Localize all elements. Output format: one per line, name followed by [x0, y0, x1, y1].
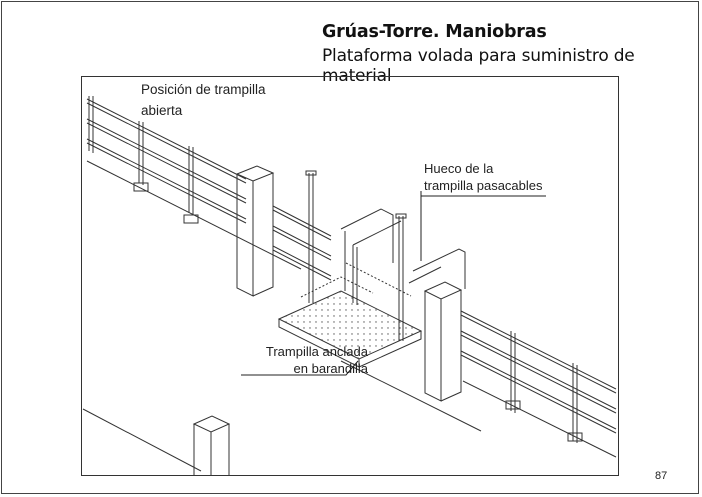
- label-cable-hole-line1: Hueco de la: [424, 161, 494, 176]
- label-anchored-line2: en barandilla: [293, 361, 368, 376]
- bottom-pillar: [194, 416, 229, 476]
- page-number: 87: [655, 470, 668, 482]
- label-anchored-trap: [238, 343, 368, 377]
- left-pillar: [237, 166, 273, 296]
- right-pillar: [425, 282, 461, 401]
- left-railing: [87, 96, 301, 269]
- label-cable-hole-line2: trampilla pasacables: [424, 178, 543, 193]
- label-open-position: [141, 79, 301, 121]
- right-railing: [461, 311, 616, 457]
- page-title: Grúas-Torre. Maniobras: [322, 22, 547, 42]
- label-anchored-line1: Trampilla anclada: [265, 344, 368, 359]
- label-cable-hole: [424, 160, 574, 194]
- page-subtitle: Plataforma volada para suministro de material: [322, 46, 635, 86]
- figure-frame: [81, 76, 619, 476]
- label-open-position-line1: Posición de trampilla: [141, 82, 266, 97]
- platform-drawing: [82, 77, 619, 476]
- label-open-position-line2: abierta: [141, 103, 183, 118]
